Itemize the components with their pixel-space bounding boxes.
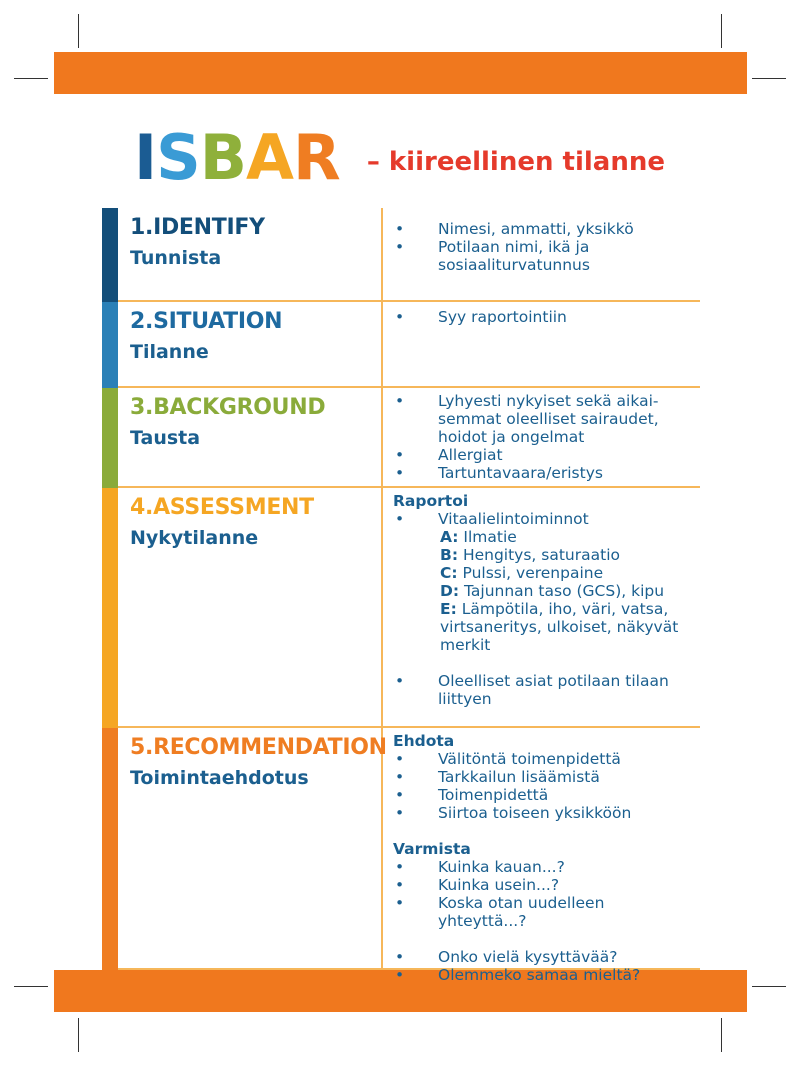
list-item: • Lyhyesti nykyiset sekä aikai-semmat oleelliset sairaudet, hoidot ja ongelmat	[393, 392, 663, 446]
list-item: • Tarkkailun lisäämistä	[393, 768, 692, 786]
list-item: • Nimesi, ammatti, yksikkö	[393, 220, 692, 238]
row-content	[383, 302, 700, 386]
list-item: • Toimenpidettä	[393, 786, 692, 804]
crop-mark	[14, 78, 48, 79]
row-heading: 4.ASSESSMENT	[130, 495, 314, 520]
crop-mark	[14, 986, 48, 987]
row-assessment	[102, 488, 700, 728]
list-item: • Vitaalielintoiminnot	[393, 510, 692, 528]
row-heading-cell	[102, 208, 383, 300]
list-item: • Välitöntä toimenpidettä	[393, 750, 692, 768]
crop-mark	[721, 14, 722, 48]
row-subheading: Tilanne	[130, 341, 209, 363]
list-item: • Kuinka usein...?	[393, 876, 692, 894]
row-content	[383, 728, 700, 984]
bullet-list	[393, 220, 692, 274]
list-item: • Koska otan uudelleen yhteyttä...?	[393, 894, 692, 930]
vital-item: D: Tajunnan taso (GCS), kipu	[440, 582, 665, 600]
row-subheading: Toimintaehdotus	[130, 767, 309, 789]
bullet-list	[393, 308, 692, 326]
row-recommendation	[102, 728, 700, 984]
crop-mark	[752, 78, 786, 79]
section-label: Varmista	[393, 840, 471, 858]
row-heading-cell	[102, 728, 387, 968]
list-item: • Kuinka kauan...?	[393, 858, 692, 876]
row-subheading: Nykytilanne	[130, 527, 259, 549]
vital-item: E: Lämpötila, iho, väri, vatsa, virtsaneritys, ulkoiset, näkyvät merkit	[440, 600, 679, 654]
row-subheading: Tausta	[130, 427, 201, 449]
row-heading: 2.SITUATION	[130, 309, 283, 334]
crop-mark	[721, 1018, 722, 1052]
bullet-list	[393, 672, 692, 708]
row-content	[383, 208, 700, 300]
list-item: • Siirtoa toiseen yksikköön	[393, 804, 692, 822]
row-heading: 3.BACKGROUND	[130, 395, 326, 420]
vital-item: C: Pulssi, verenpaine	[440, 564, 604, 582]
section-label: Raportoi	[393, 492, 469, 510]
row-heading-cell	[102, 388, 383, 486]
list-item: • Onko vielä kysyttävää?	[393, 948, 692, 966]
subtitle: – kiireellinen tilanne	[366, 147, 665, 177]
row-heading-cell	[102, 302, 383, 386]
list-item: • Oleelliset asiat potilaan tilaan liittyen	[393, 672, 678, 708]
row-heading: 5.RECOMMENDATION	[130, 735, 387, 760]
bullet-list	[393, 858, 692, 930]
section-label: Ehdota	[393, 732, 455, 750]
row-content	[383, 488, 700, 726]
list-item: • Allergiat	[393, 446, 692, 464]
vitals-list	[393, 528, 692, 654]
vital-item: A: Ilmatie	[440, 528, 517, 546]
row-background	[102, 388, 700, 488]
row-heading-cell	[102, 488, 383, 726]
row-situation	[102, 302, 700, 388]
row-content	[383, 388, 700, 486]
list-item: • Olemmeko samaa mieltä?	[393, 966, 692, 984]
row-identify	[102, 208, 700, 302]
crop-mark	[78, 14, 79, 48]
row-subheading: Tunnista	[130, 247, 222, 269]
list-item: • Potilaan nimi, ikä ja sosiaaliturvatunnus	[393, 238, 603, 274]
vital-item: B: Hengitys, saturaatio	[440, 546, 620, 564]
isbar-logo	[134, 118, 340, 198]
bullet-list	[393, 392, 692, 482]
logo-letter: R	[292, 121, 340, 194]
title	[134, 118, 665, 198]
bullet-list	[393, 510, 692, 528]
crop-mark	[752, 986, 786, 987]
crop-mark	[78, 1018, 79, 1052]
row-heading: 1.IDENTIFY	[130, 215, 265, 240]
list-item: • Tartuntavaara/eristys	[393, 464, 692, 482]
bullet-list	[393, 750, 692, 822]
logo-letter: A	[246, 121, 293, 194]
list-item: • Syy raportointiin	[393, 308, 692, 326]
top-band	[54, 52, 747, 94]
logo-letter: I	[134, 121, 157, 194]
logo-letter: B	[199, 121, 246, 194]
logo-letter: S	[156, 121, 200, 194]
bullet-list	[393, 948, 692, 984]
isbar-table	[102, 208, 700, 984]
